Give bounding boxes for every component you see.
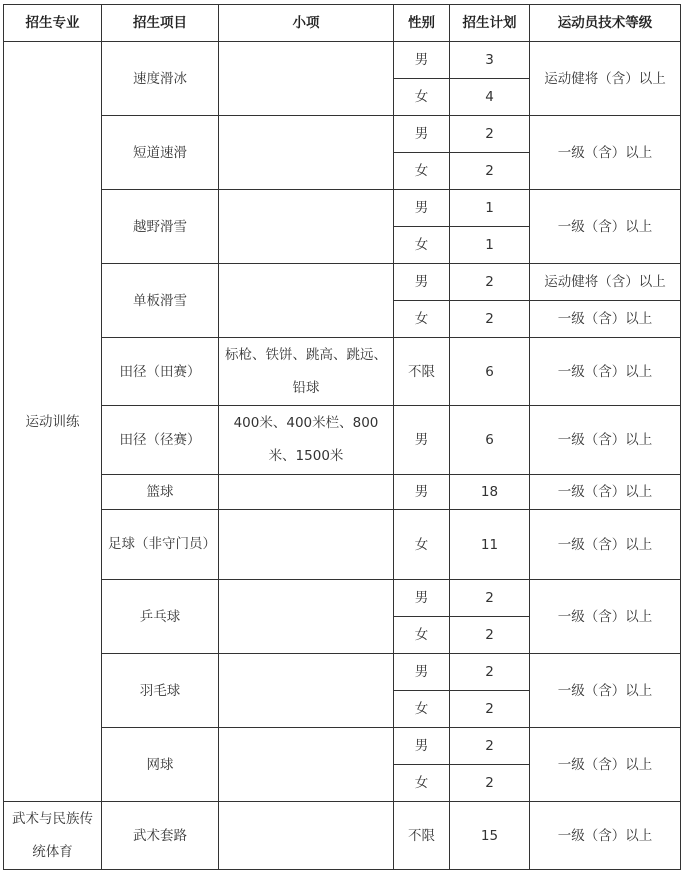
quota-cell: 3 (450, 42, 530, 79)
table-row (4, 42, 681, 79)
level-cell: 一级（含）以上 (530, 510, 681, 580)
sub-event-cell (219, 116, 394, 190)
level-cell: 一级（含）以上 (530, 116, 681, 190)
header-quota: 招生计划 (450, 5, 530, 42)
sub-event-cell: 标枪、铁饼、跳高、跳远、铅球 (219, 338, 394, 406)
sub-event-cell (219, 190, 394, 264)
project-cell: 网球 (102, 728, 219, 802)
project-cell: 足球（非守门员） (102, 510, 219, 580)
level-cell: 一级（含）以上 (530, 802, 681, 870)
major-cell: 运动训练 (4, 42, 102, 802)
level-cell: 运动健将（含）以上 (530, 264, 681, 301)
table-row (4, 510, 681, 580)
gender-cell: 男 (394, 190, 450, 227)
project-cell: 单板滑雪 (102, 264, 219, 338)
quota-cell: 6 (450, 338, 530, 406)
project-cell: 羽毛球 (102, 654, 219, 728)
level-cell: 一级（含）以上 (530, 406, 681, 475)
gender-cell: 男 (394, 475, 450, 510)
level-cell: 一级（含）以上 (530, 728, 681, 802)
gender-cell: 男 (394, 406, 450, 475)
quota-cell: 2 (450, 728, 530, 765)
quota-cell: 18 (450, 475, 530, 510)
project-cell: 短道速滑 (102, 116, 219, 190)
table-row (4, 264, 681, 301)
sub-event-cell (219, 728, 394, 802)
sub-event-cell: 400米、400米栏、800米、1500米 (219, 406, 394, 475)
sub-event-cell (219, 264, 394, 338)
sub-event-cell (219, 510, 394, 580)
quota-cell: 2 (450, 264, 530, 301)
sub-event-cell (219, 654, 394, 728)
table-row (4, 338, 681, 406)
gender-cell: 女 (394, 617, 450, 654)
level-cell: 一级（含）以上 (530, 301, 681, 338)
level-cell: 一级（含）以上 (530, 475, 681, 510)
quota-cell: 15 (450, 802, 530, 870)
gender-cell: 女 (394, 510, 450, 580)
gender-cell: 女 (394, 153, 450, 190)
quota-cell: 2 (450, 116, 530, 153)
header-row (4, 5, 681, 42)
level-cell: 一级（含）以上 (530, 654, 681, 728)
header-sub-event: 小项 (219, 5, 394, 42)
gender-cell: 女 (394, 227, 450, 264)
project-cell: 武术套路 (102, 802, 219, 870)
project-cell: 田径（径赛） (102, 406, 219, 475)
header-gender: 性别 (394, 5, 450, 42)
level-cell: 一级（含）以上 (530, 580, 681, 654)
project-cell: 乒乓球 (102, 580, 219, 654)
project-cell: 速度滑冰 (102, 42, 219, 116)
header-major: 招生专业 (4, 5, 102, 42)
quota-cell: 2 (450, 153, 530, 190)
gender-cell: 女 (394, 765, 450, 802)
sub-event-cell (219, 580, 394, 654)
gender-cell: 女 (394, 301, 450, 338)
major-cell: 武术与民族传统体育 (4, 802, 102, 870)
level-cell: 一级（含）以上 (530, 338, 681, 406)
sub-event-cell (219, 802, 394, 870)
quota-cell: 4 (450, 79, 530, 116)
gender-cell: 男 (394, 728, 450, 765)
quota-cell: 2 (450, 765, 530, 802)
enrollment-table (3, 4, 681, 870)
gender-cell: 男 (394, 42, 450, 79)
sub-event-cell (219, 475, 394, 510)
gender-cell: 男 (394, 654, 450, 691)
quota-cell: 2 (450, 580, 530, 617)
header-project: 招生项目 (102, 5, 219, 42)
level-cell: 运动健将（含）以上 (530, 42, 681, 116)
quota-cell: 1 (450, 190, 530, 227)
table-row (4, 406, 681, 475)
gender-cell: 男 (394, 580, 450, 617)
sub-event-cell (219, 42, 394, 116)
quota-cell: 2 (450, 691, 530, 728)
gender-cell: 不限 (394, 802, 450, 870)
gender-cell: 男 (394, 264, 450, 301)
quota-cell: 11 (450, 510, 530, 580)
table-row (4, 654, 681, 691)
project-cell: 田径（田赛） (102, 338, 219, 406)
quota-cell: 2 (450, 301, 530, 338)
level-cell: 一级（含）以上 (530, 190, 681, 264)
project-cell: 越野滑雪 (102, 190, 219, 264)
table-row (4, 475, 681, 510)
table-row (4, 802, 681, 870)
table-row (4, 190, 681, 227)
gender-cell: 女 (394, 79, 450, 116)
table-row (4, 728, 681, 765)
project-cell: 篮球 (102, 475, 219, 510)
table-row (4, 116, 681, 153)
table-row (4, 580, 681, 617)
gender-cell: 不限 (394, 338, 450, 406)
header-athlete-level: 运动员技术等级 (530, 5, 681, 42)
gender-cell: 女 (394, 691, 450, 728)
quota-cell: 2 (450, 617, 530, 654)
quota-cell: 1 (450, 227, 530, 264)
quota-cell: 2 (450, 654, 530, 691)
quota-cell: 6 (450, 406, 530, 475)
gender-cell: 男 (394, 116, 450, 153)
